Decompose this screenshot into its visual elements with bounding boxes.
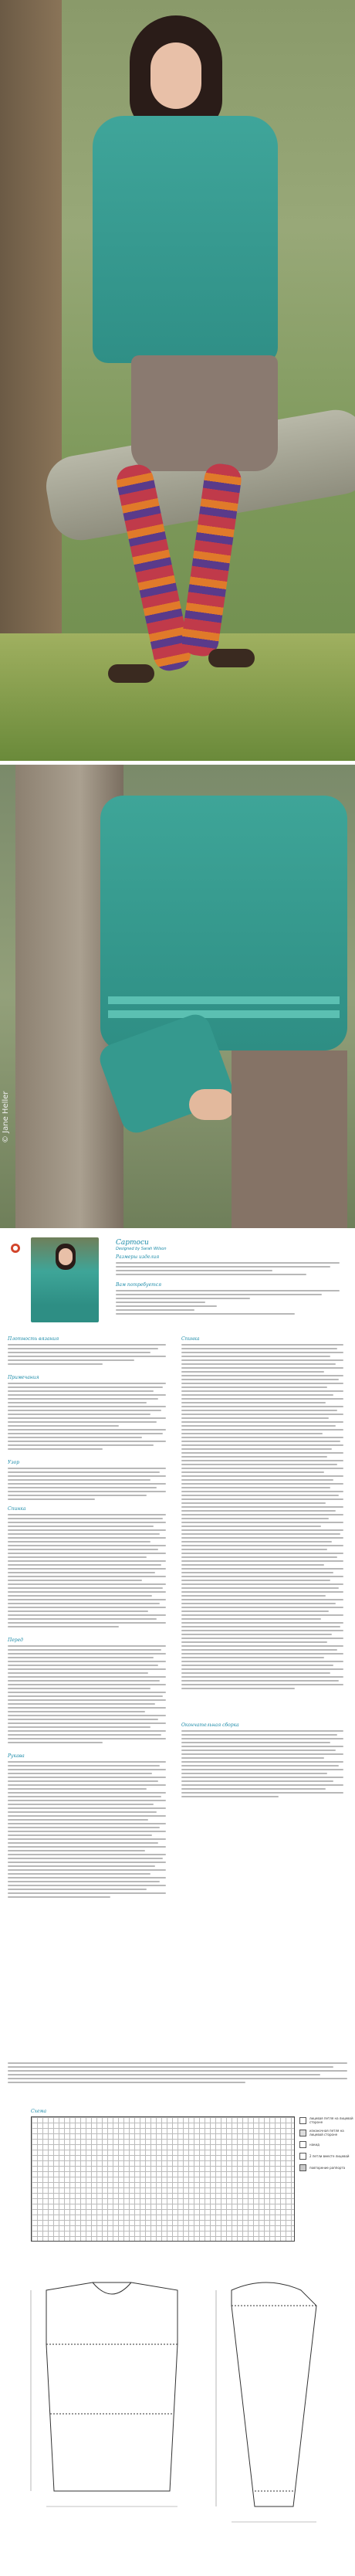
section-sizes: Размеры изделия (116, 1254, 160, 1260)
model-photo-detail (0, 765, 355, 1228)
body-schematic (46, 2282, 178, 2491)
section-sleeves: Рукава (8, 1753, 25, 1759)
legend-item (299, 2164, 353, 2171)
legend-item (299, 2153, 353, 2160)
pattern-designer: Designed by Sarah Wilson (116, 1247, 167, 1251)
section-pattern: Узор (8, 1460, 20, 1465)
pattern-document (0, 1228, 355, 2576)
legend-swatch (299, 2164, 306, 2171)
sleeve-schematic (232, 2282, 316, 2506)
section-notes: Примечания (8, 1375, 39, 1380)
garment-schematic (0, 2259, 355, 2568)
thumbnail-photo (31, 1237, 99, 1322)
legend-label: накид (309, 2143, 320, 2147)
logo-icon: ● (11, 1244, 20, 1253)
legend-swatch (299, 2153, 306, 2160)
section-back-right: Спинка (181, 1336, 200, 1342)
pattern-title: Сартоси (116, 1239, 149, 1247)
sweater (93, 116, 278, 363)
chart-legend (299, 2116, 353, 2176)
photo-credit: © Jane Heller (2, 1091, 10, 1143)
legend-swatch (299, 2141, 306, 2148)
section-density: Плотность вязания (8, 1336, 59, 1342)
section-materials: Вам потребуется (116, 1282, 162, 1288)
legend-label: повторение раппорта (309, 2166, 346, 2170)
legend-swatch (299, 2130, 306, 2136)
stitch-chart-grid (31, 2116, 295, 2242)
model-photo-full (0, 0, 355, 761)
section-assembly: Окончательная сборка (181, 1722, 239, 1728)
legend-label: 2 петли вместе лицевой (309, 2154, 350, 2158)
legend-label: лицевая петля на лицевой стороне (309, 2116, 353, 2124)
legend-label: изнаночная петля на лицевой стороне (309, 2129, 344, 2136)
legend-item (299, 2116, 353, 2124)
legend-item (299, 2129, 353, 2136)
chart-title: Схема (31, 2109, 47, 2114)
legend-item (299, 2141, 353, 2148)
section-back: Спинка (8, 1506, 26, 1512)
legend-swatch (299, 2117, 306, 2124)
section-front: Перед (8, 1638, 23, 1643)
